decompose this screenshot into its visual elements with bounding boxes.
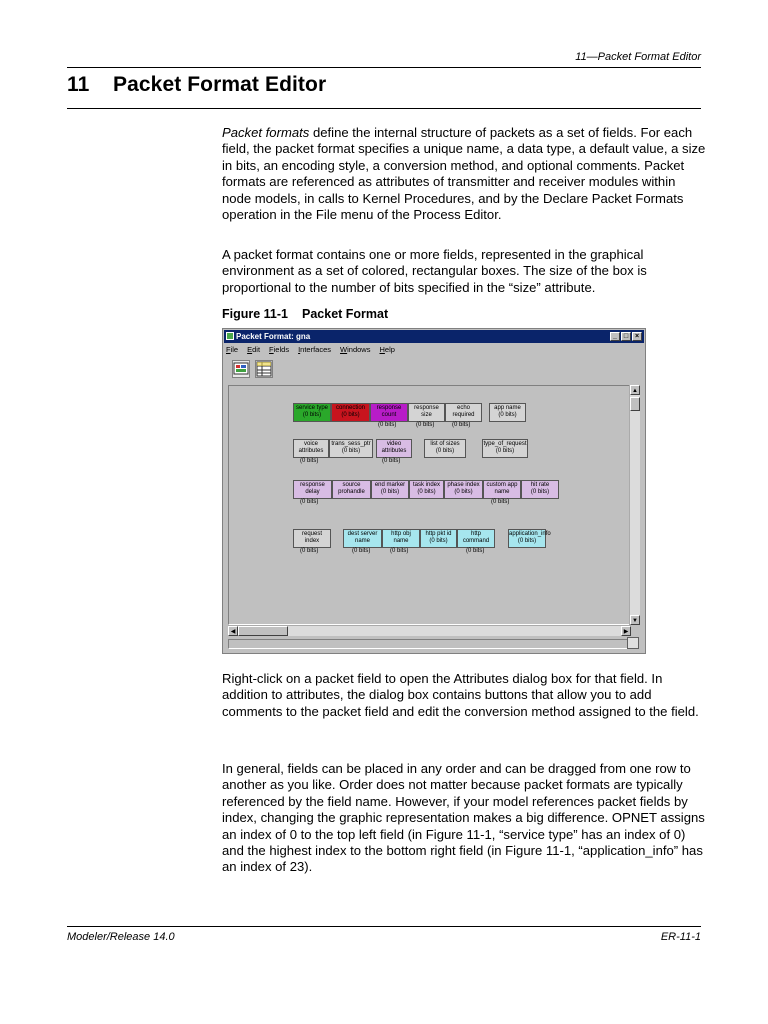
vertical-scrollbar[interactable] <box>629 385 640 625</box>
paragraph-right-click: Right-click on a packet field to open the Attributes dialog box for that field. In addition to attributes, the dialog box contains buttons that allow you to add comments to the packet field and edit the conversion method assigned to the field. <box>222 671 699 719</box>
field-bits-label: (0 bits) <box>466 548 485 554</box>
menu-fields[interactable]: Fields <box>269 345 290 354</box>
field-task-index[interactable]: task index (0 bits) <box>409 480 444 499</box>
field-http-pkt-id[interactable]: http pkt id (0 bits) <box>420 529 457 548</box>
field-custom-app-name[interactable]: custom app name <box>483 480 521 499</box>
vertical-scroll-thumb[interactable] <box>630 397 640 411</box>
field-bits-label: (0 bits) <box>382 458 401 464</box>
field-bits-label: (0 bits) <box>300 499 319 505</box>
field-source-prohandle[interactable]: source prohandle <box>332 480 371 499</box>
field-bits-label: (0 bits) <box>378 422 397 428</box>
field-bits-label: (0 bits) <box>416 422 435 428</box>
running-header: 11—Packet Format Editor <box>575 51 701 63</box>
paragraph-fields: A packet format contains one or more fields, represented in the graphical environment as a set of colored, rectangular boxes. The size of the box is proportional to the number of bits specified in the “size” attribute. <box>222 247 647 295</box>
term-packet-formats: Packet formats <box>222 125 310 140</box>
field-bits-label: (0 bits) <box>390 548 409 554</box>
field-bits-label: (0 bits) <box>352 548 371 554</box>
window-title: Packet Format: gna <box>236 332 311 341</box>
scroll-right-icon[interactable]: ▶ <box>621 626 631 636</box>
field-bits-label: (0 bits) <box>452 422 471 428</box>
field-trans-sess-ptr[interactable]: trans_sess_ptr (0 bits) <box>329 439 373 458</box>
field-dest-server-name[interactable]: dest server name <box>343 529 382 548</box>
field-http-command[interactable]: http command <box>457 529 495 548</box>
footer-rule <box>67 926 701 927</box>
horizontal-scrollbar[interactable] <box>228 625 631 636</box>
field-list-of-sizes[interactable]: list of sizes (0 bits) <box>424 439 466 458</box>
window-titlebar[interactable] <box>224 330 644 343</box>
field-phase-index[interactable]: phase index (0 bits) <box>444 480 483 499</box>
figure-caption <box>222 307 388 321</box>
field-type-of-request[interactable]: type_of_request (0 bits) <box>482 439 528 458</box>
field-response-size[interactable]: response size <box>408 403 445 422</box>
menu-bar <box>226 345 395 354</box>
field-bits-label: (0 bits) <box>300 548 319 554</box>
packet-canvas[interactable] <box>228 385 631 625</box>
field-end-marker[interactable]: end marker (0 bits) <box>371 480 409 499</box>
title-rule <box>67 108 701 109</box>
field-service-type[interactable]: service type (0 bits) <box>293 403 331 422</box>
paragraph-intro-text: define the internal structure of packets as a set of fields. For each field, the packet format specifies a unique name, a data type, a default value, a size in bits, an encoding style, a conversion method, and optional comments. Packet formats are referenced as attributes of transmitter and receiver modules within node models, in calls to Kernel Procedures, and by the Declare Packet Formats operation in the File menu of the Process Editor. <box>222 125 706 223</box>
field-bits-label: (0 bits) <box>491 499 510 505</box>
menu-file[interactable]: File <box>226 345 239 354</box>
horizontal-scroll-thumb[interactable] <box>238 626 288 636</box>
field-bits-label: (0 bits) <box>300 458 319 464</box>
menu-edit[interactable]: Edit <box>247 345 261 354</box>
field-connection[interactable]: connection (0 bits) <box>331 403 370 422</box>
header-rule <box>67 67 701 68</box>
paragraph-intro <box>222 125 707 223</box>
field-voice-attributes[interactable]: voice attributes <box>293 439 329 458</box>
field-http-obj-name[interactable]: http obj name <box>382 529 420 548</box>
chapter-number: 11 <box>67 73 90 96</box>
app-icon <box>226 332 234 340</box>
scroll-down-icon[interactable]: ▼ <box>630 615 640 625</box>
packet-format-window <box>222 328 646 654</box>
figure-number: Figure 11-1 <box>222 307 288 321</box>
field-video-attributes[interactable]: video attributes <box>376 439 412 458</box>
paragraph-field-order: In general, fields can be placed in any order and can be dragged from one row to another as you like. Order does not matter because packet formats are typically referenced by the field name. However, if your model references packet fields by index, changing the graphic representation makes a big difference. OPNET assigns an index of 0 to the top left field (in Figure 11-1, “service type” has an index of 0) and the highest index to the bottom right field (in Figure 11-1, “application_info” has an index of 23). <box>222 761 705 875</box>
field-application-info[interactable]: application_info (0 bits) <box>508 529 546 548</box>
chapter-title <box>67 73 326 97</box>
close-button[interactable]: × <box>632 332 642 341</box>
scroll-left-icon[interactable]: ◀ <box>228 626 238 636</box>
menu-help[interactable]: Help <box>379 345 395 354</box>
field-response-count[interactable]: response count <box>370 403 408 422</box>
menu-windows[interactable]: Windows <box>340 345 371 354</box>
scroll-up-icon[interactable]: ▲ <box>630 385 640 395</box>
chapter-title-text: Packet Format Editor <box>113 73 327 96</box>
maximize-button[interactable]: □ <box>621 332 631 341</box>
field-response-delay[interactable]: response delay <box>293 480 332 499</box>
field-echo-required[interactable]: echo required <box>445 403 482 422</box>
edit-attributes-icon[interactable] <box>232 360 250 378</box>
footer-page-number: ER-11-1 <box>660 931 701 943</box>
field-request-index[interactable]: request index <box>293 529 331 548</box>
status-bar <box>228 639 628 649</box>
minimize-button[interactable]: _ <box>610 332 620 341</box>
field-app-name[interactable]: app name (0 bits) <box>489 403 526 422</box>
field-hit-rate[interactable]: hit rate (0 bits) <box>521 480 559 499</box>
field-table-icon[interactable] <box>255 360 273 378</box>
footer-release: Modeler/Release 14.0 <box>67 931 175 943</box>
menu-interfaces[interactable]: Interfaces <box>298 345 332 354</box>
figure-title: Packet Format <box>302 307 389 321</box>
printer-icon[interactable] <box>627 637 639 649</box>
